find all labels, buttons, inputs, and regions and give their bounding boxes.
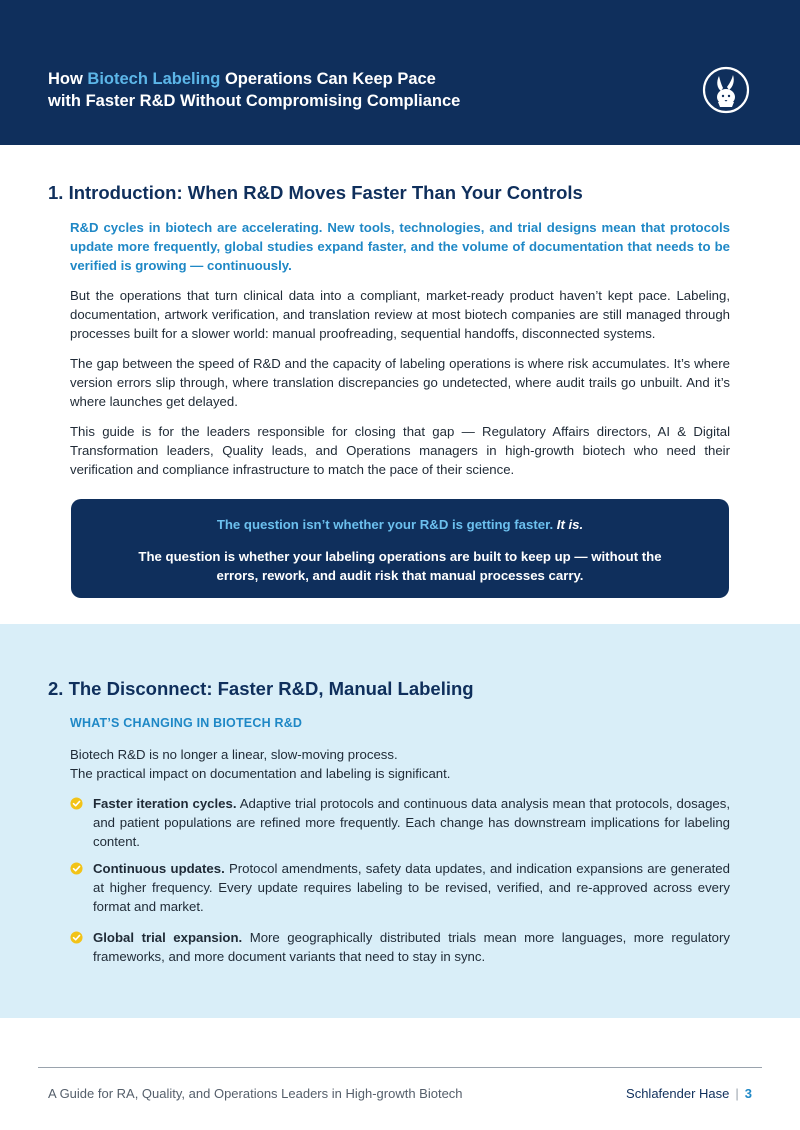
check-circle-icon [70, 862, 83, 875]
footer-divider [38, 1067, 762, 1068]
footer-brand [626, 1086, 752, 1101]
bullet-text: Continuous updates. Protocol amendments, safety data updates, and indication expansions are generated at higher frequency. Every update requires labeling to be revised, verified, and re-approved across every format and market. [93, 861, 730, 914]
bullet-text: Global trial expansion. More geographically distributed trials mean more languages, more regulatory frameworks, and more document variants that need to stay in sync. [93, 930, 730, 964]
footer-separator: | [735, 1086, 739, 1101]
callout-question-line: The question isn’t whether your R&D is getting faster. It is. [216, 517, 584, 532]
brand-name: Schlafender Hase [626, 1086, 730, 1101]
document-title: How Biotech Labeling Operations Can Keep Pace with Faster R&D Without Compromising Compliance [48, 70, 461, 110]
section-2-intro: Biotech R&D is no longer a linear, slow-moving process. The practical impact on documentation and labeling is significant. [70, 747, 451, 781]
intro-paragraph-2: The gap between the speed of R&D and the capacity of labeling operations is where risk accumulates. It’s where version errors slip through, where translation discrepancies go undetected, where audit trails go unbuilt. And it’s where launches get delayed. [70, 356, 730, 409]
section-2-heading: 2. The Disconnect: Faster R&D, Manual Labeling [48, 678, 474, 699]
intro-lead-paragraph: R&D cycles in biotech are accelerating. New tools, technologies, and trial designs mean that protocols update more frequently, global studies expand faster, and the volume of documentation that needs to be verified is growing — continuously. [70, 220, 730, 273]
intro-paragraph-1: But the operations that turn clinical data into a compliant, market-ready product haven’t kept pace. Labeling, documentation, artwork verification, and translation review at most biotech companies are still managed through processes built for a slower world: manual proofreading, sequential handoffs, disconnected systems. [70, 288, 730, 341]
section-1-heading: 1. Introduction: When R&D Moves Faster Than Your Controls [48, 182, 583, 203]
callout-box [71, 499, 729, 598]
page-header [0, 0, 800, 145]
footer-guide-title: A Guide for RA, Quality, and Operations Leaders in High-growth Biotech [48, 1086, 463, 1101]
callout-statement: The question is whether your labeling operations are built to keep up — without the errors, rework, and audit risk that manual processes carry. [138, 549, 662, 583]
bullet-text: Faster iteration cycles. Adaptive trial protocols and continuous data analysis mean that protocols, dosages, and patient populations are refined more frequently. Each change has downstream implications for labeling content. [93, 796, 731, 849]
title-accent: Biotech Labeling [87, 70, 221, 88]
page-number: 3 [744, 1086, 752, 1101]
section-2-subheading: WHAT’S CHANGING IN BIOTECH R&D [70, 716, 303, 730]
callout-emphasis: It is. [556, 517, 584, 532]
check-circle-icon [70, 797, 83, 810]
check-circle-icon [70, 931, 83, 944]
rabbit-logo-icon [702, 66, 750, 114]
intro-paragraph-3: This guide is for the leaders responsible for closing that gap — Regulatory Affairs directors, AI & Digital Transformation leaders, Quality leads, and Operations managers in high-growth biotech who need their verification and compliance infrastructure to match the pace of their science. [70, 424, 730, 477]
